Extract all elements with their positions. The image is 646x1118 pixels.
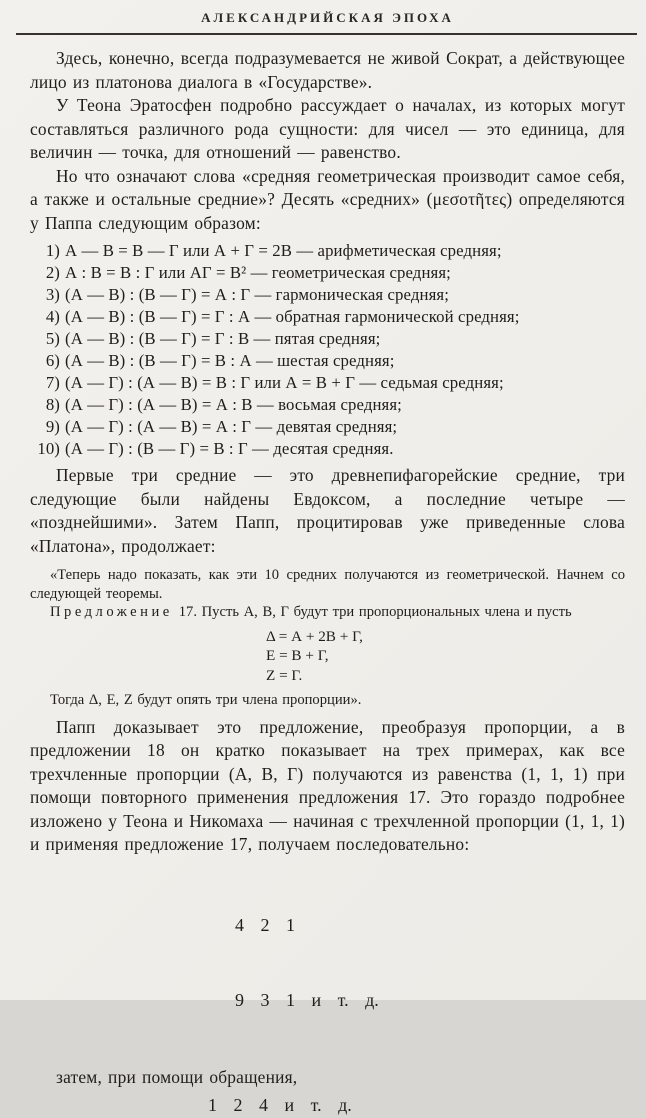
mean-item-number: 10): [37, 439, 60, 458]
mean-item-9: [30, 416, 625, 438]
mean-item-4: [30, 306, 625, 328]
mean-item-number: 9): [45, 417, 60, 436]
mean-item-number: 4): [45, 307, 60, 326]
mean-item-formula: А — В = В — Г или А + Г = 2В — арифметическая средняя;: [65, 241, 502, 260]
paragraph-theon-eratosthenes: У Теона Эратосфен подробно рассуждает о началах, из которых могут составляться различного рода сущности: для чисел — это единица, для величин — точка, для отношений — равенство.: [30, 95, 625, 162]
mean-item-number: 3): [45, 285, 60, 304]
mean-item-5: [30, 328, 625, 350]
mean-item-number: 6): [45, 351, 60, 370]
paragraph-pythagorean-means: Первые три средние — это древнепифагорейские средние, три следующие были найдены Евдоксом, а последние четыре — «позднейшими». Затем Папп, процитировав уже приведенные слова «Платона», продолжает:: [30, 465, 625, 556]
proposition-formulas: [266, 627, 625, 686]
mean-item-formula: (А — Г) : (А — В) = В : Г или А = В + Г — седьмая средняя;: [65, 373, 504, 392]
mean-item-number: 5): [45, 329, 60, 348]
header-rule: [16, 33, 637, 35]
mean-item-2: [30, 262, 625, 284]
mean-item-formula: (А — В) : (В — Г) = А : Г — гармоническая средняя;: [65, 285, 449, 304]
mean-item-8: [30, 394, 625, 416]
sequence-row-1: 4 2 1: [235, 914, 295, 935]
formula-zeta: Z = Г.: [266, 666, 303, 684]
quote-opening: «Теперь надо показать, как эти 10 средних получаются из геометрической. Начнем со следующей теоремы.: [30, 567, 625, 602]
quote-closing: Тогда Δ, Е, Z будут опять три члена пропорции».: [50, 692, 362, 708]
mean-item-6: [30, 350, 625, 372]
mean-item-number: 1): [45, 241, 60, 260]
paragraph-pappus-proof: Папп доказывает это предложение, преобразуя пропорции, а в предложении 18 он кратко показывает на трех примерах, как все трехчленные пропорции (А, В, Г) получаются из равенства (1, 1, 1) при помощи повторного применения предложения 17. Это гораздо подробнее изложено у Теона и Никомаха — начиная с трехчленной пропорции (1, 1, 1) и применяя предложение 17, получаем последовательно:: [30, 716, 625, 854]
mean-item-number: 8): [45, 395, 60, 414]
paragraph-ten-means-intro: Но что означают слова «средняя геометрическая производит самое себя, а также и остальные средние»? Десять «средних» (μεσοτῆτες) определяются у Паппа следующим образом:: [30, 165, 625, 233]
proposition-line: [30, 603, 625, 622]
mean-item-number: 2): [45, 263, 60, 282]
mean-item-formula: А : В = В : Г или АГ = В² — геометрическая средняя;: [65, 263, 451, 282]
sequence-row-2: 9 3 1 и т. д.: [235, 989, 379, 1010]
mean-item-formula: (А — Г) : (А — В) = А : В — восьмая средняя;: [65, 395, 402, 414]
paragraph-socrates: Здесь, конечно, всегда подразумевается не живой Сократ, а действующее лицо из платонова диалога в «Государстве».: [30, 48, 625, 92]
proposition-text: 17. Пусть А, В, Г будут три пропорциональных члена и пусть: [178, 604, 572, 620]
formula-epsilon: Е = В + Г,: [266, 647, 329, 664]
mean-item-formula: (А — Г) : (А — В) = А : Г — девятая средняя;: [65, 417, 398, 436]
mean-item-1: [30, 240, 625, 262]
sequence-block-2: 1 2 4 и т. д.: [208, 1095, 352, 1115]
mean-item-formula: (А — В) : (В — Г) = В : А — шестая средняя;: [65, 351, 395, 370]
paragraph-inversion: затем, при помощи обращения,: [56, 1066, 298, 1087]
pappus-quote-block: [30, 566, 625, 710]
mean-item-7: [30, 372, 625, 394]
proposition-label: Предложение: [50, 604, 173, 620]
running-head: АЛЕКСАНДРИЙСКАЯ ЭПОХА: [201, 10, 454, 25]
mean-item-10: [30, 438, 625, 460]
formula-delta: Δ = А + 2В + Г,: [266, 627, 363, 645]
mean-item-formula: (А — В) : (В — Г) = Г : В — пятая средняя;: [65, 329, 381, 348]
sequence-block-1: [235, 863, 625, 1063]
means-list: [30, 240, 625, 460]
page-body: [30, 47, 625, 1118]
mean-item-formula: (А — В) : (В — Г) = Г : А — обратная гармонической средняя;: [65, 307, 520, 326]
mean-item-formula: (А — Г) : (В — Г) = В : Г — десятая средняя.: [65, 439, 394, 458]
mean-item-3: [30, 284, 625, 306]
mean-item-number: 7): [45, 373, 60, 392]
